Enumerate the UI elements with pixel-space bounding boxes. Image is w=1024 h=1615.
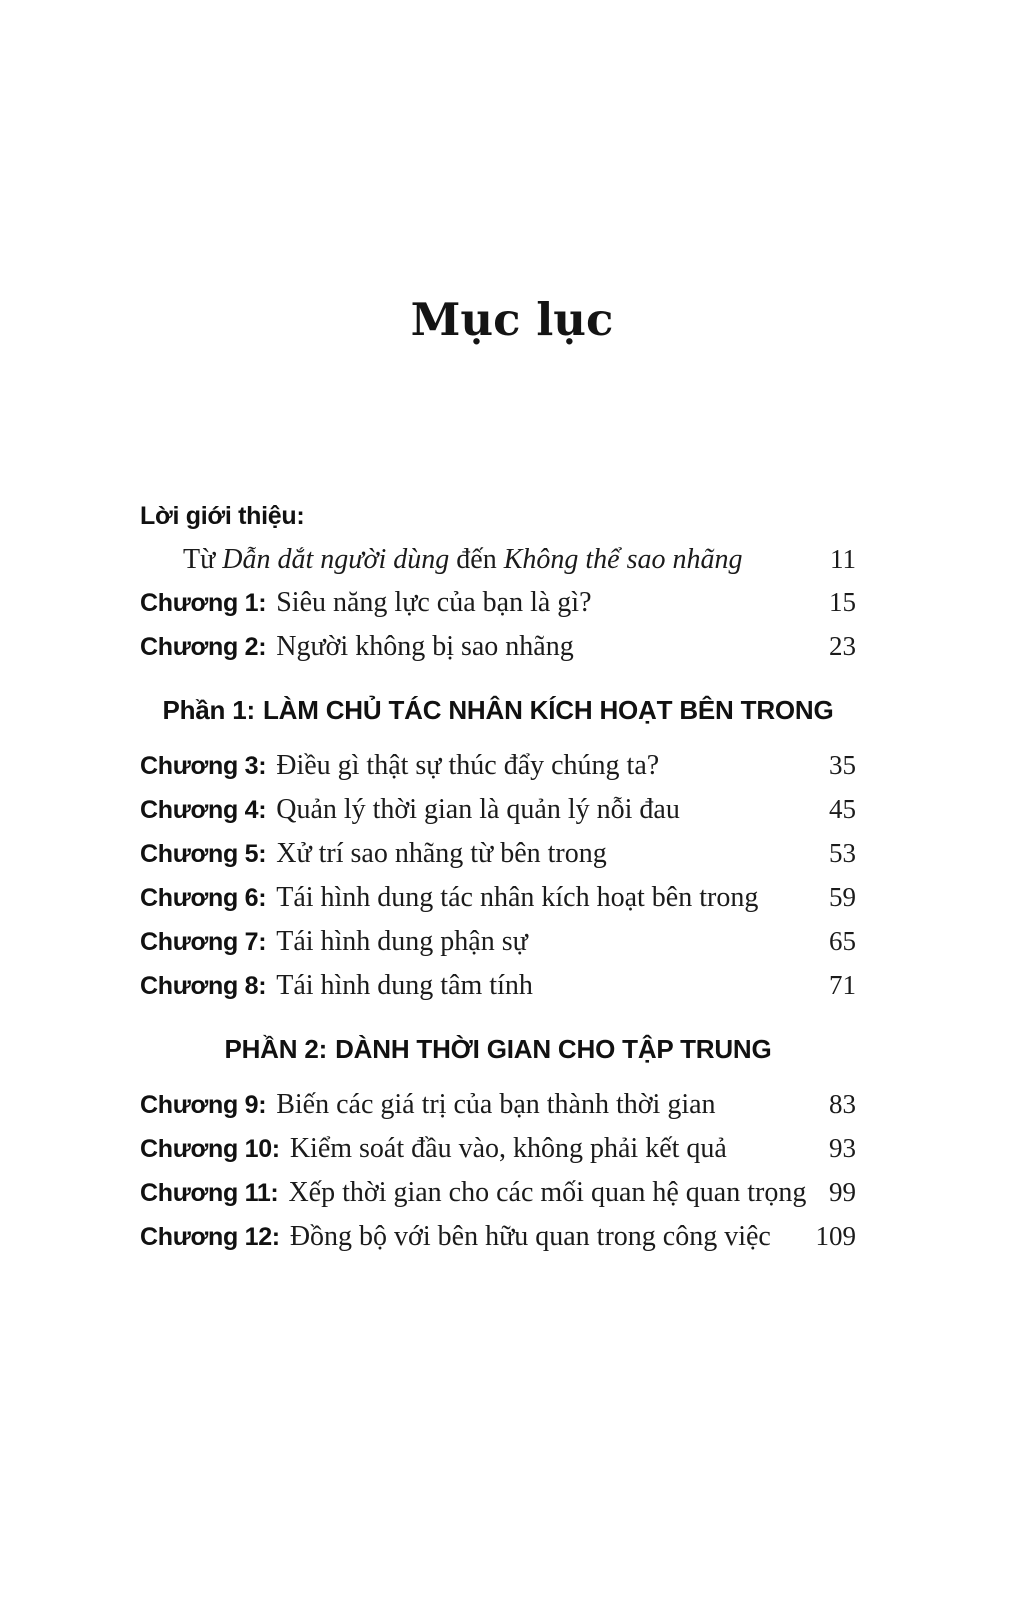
table-of-contents: [0, 499, 1024, 1254]
chapter-title: Tái hình dung phận sự: [276, 926, 528, 957]
toc-entry-intro-label: [140, 499, 856, 533]
page-number: 83: [829, 1089, 856, 1119]
chapter-label: Chương 1:: [140, 589, 267, 617]
chapter-label: Chương 10:: [140, 1135, 280, 1163]
chapter-label: Chương 9:: [140, 1091, 267, 1119]
intro-sub-text: [140, 543, 743, 576]
page-number: 35: [829, 750, 856, 780]
chapter-title: Tái hình dung tâm tính: [276, 970, 533, 1001]
chapter-title: Người không bị sao nhãng: [276, 631, 574, 662]
page-number: 93: [829, 1133, 856, 1163]
intro-label: Lời giới thiệu:: [140, 502, 305, 530]
chapter-label: Chương 8:: [140, 972, 267, 1000]
page-number: 15: [829, 587, 856, 617]
chapter-title: Biến các giá trị của bạn thành thời gian: [276, 1089, 716, 1120]
intro-middle: đến: [449, 544, 504, 575]
toc-entry: [140, 630, 856, 664]
chapter-label: Chương 5:: [140, 840, 267, 868]
toc-entry: [140, 925, 856, 959]
chapter-title: Kiểm soát đầu vào, không phải kết quả: [289, 1133, 727, 1164]
page-number: 23: [829, 631, 856, 661]
toc-entry: [140, 969, 856, 1003]
chapter-label: Chương 2:: [140, 633, 267, 661]
page-number: 59: [829, 882, 856, 912]
chapter-label: Chương 3:: [140, 752, 267, 780]
page-number: 99: [829, 1177, 856, 1207]
toc-entry-intro-sub: [140, 543, 856, 576]
chapter-label: Chương 6:: [140, 884, 267, 912]
section-title: LÀM CHỦ TÁC NHÂN KÍCH HOẠT BÊN TRONG: [262, 695, 834, 725]
toc-entry: [140, 881, 856, 915]
page-number: 45: [829, 794, 856, 824]
chapter-title: Xếp thời gian cho các mối quan hệ quan trọng: [288, 1177, 807, 1208]
section-label: PHẦN 2:: [224, 1034, 328, 1064]
chapter-title: Siêu năng lực của bạn là gì?: [276, 587, 592, 618]
chapter-title: Xử trí sao nhãng từ bên trong: [276, 838, 607, 869]
intro-book2: Không thể sao nhãng: [503, 544, 743, 575]
chapter-label: Chương 12:: [140, 1223, 280, 1251]
chapter-title: Đồng bộ với bên hữu quan trong công việc: [289, 1221, 771, 1252]
page-number: 71: [829, 970, 856, 1000]
chapter-label: Chương 7:: [140, 928, 267, 956]
toc-entry: [140, 1176, 856, 1210]
page-number: 11: [830, 544, 856, 574]
section-heading-part2: [140, 1033, 856, 1066]
page-number: 53: [829, 838, 856, 868]
chapter-title: Điều gì thật sự thúc đẩy chúng ta?: [276, 750, 660, 781]
chapter-title: Tái hình dung tác nhân kích hoạt bên trong: [276, 882, 759, 913]
chapter-title: Quản lý thời gian là quản lý nỗi đau: [276, 794, 680, 825]
toc-entry: [140, 793, 856, 827]
intro-prefix: Từ: [183, 544, 223, 575]
toc-entry: [140, 837, 856, 871]
toc-entry: [140, 1088, 856, 1122]
toc-entry: [140, 1132, 856, 1166]
toc-entry: [140, 586, 856, 620]
page-number: 65: [829, 926, 856, 956]
page-number: 109: [815, 1221, 856, 1251]
toc-entry: [140, 1220, 856, 1254]
page-title: Mục lục: [410, 293, 614, 346]
section-heading-part1: [140, 694, 856, 727]
intro-book1: Dẫn dắt người dùng: [222, 544, 450, 575]
section-label: Phần 1:: [162, 695, 255, 725]
section-title: DÀNH THỜI GIAN CHO TẬP TRUNG: [335, 1034, 772, 1064]
toc-entry: [140, 749, 856, 783]
chapter-label: Chương 4:: [140, 796, 267, 824]
chapter-label: Chương 11:: [140, 1179, 279, 1207]
